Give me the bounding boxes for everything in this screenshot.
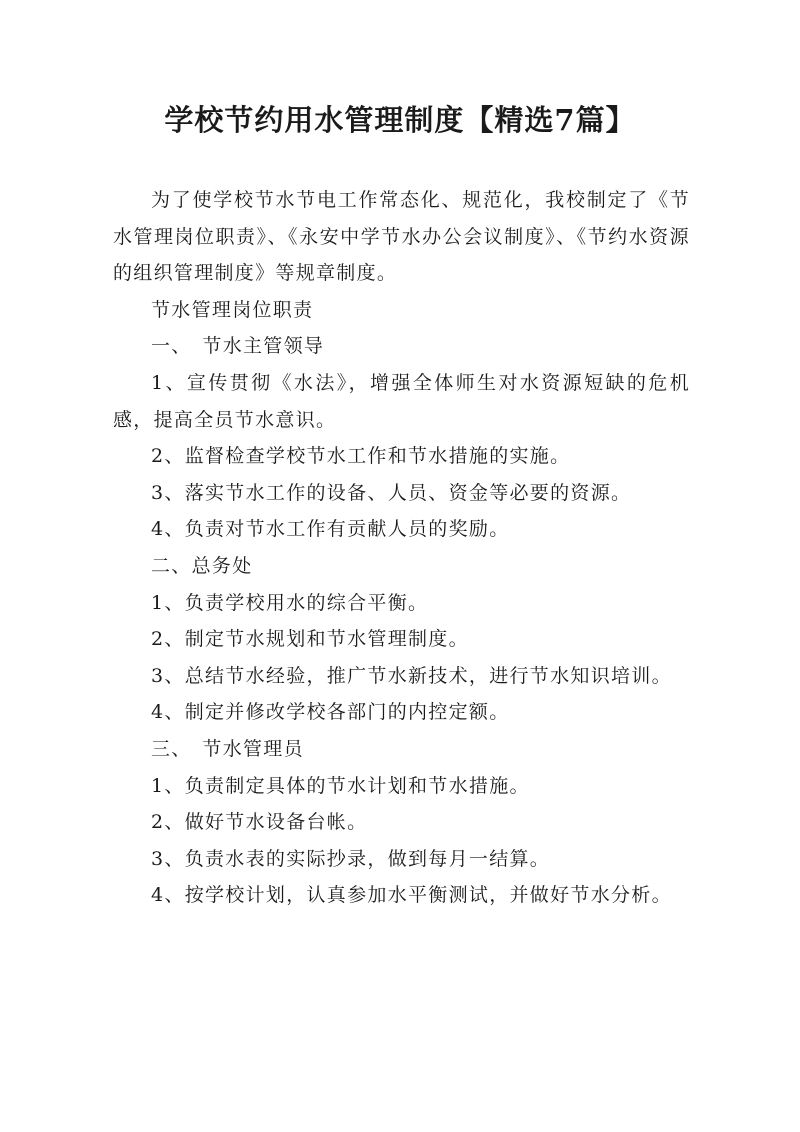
- list-item: 2、制定节水规划和节水管理制度。: [151, 628, 469, 651]
- list-item: 3、总结节水经验，推广节水新技术，进行节水知识培训。: [151, 664, 672, 687]
- list-item: 2、做好节水设备台帐。: [151, 811, 368, 834]
- subsection-heading-general-affairs: 二、总务处: [151, 554, 253, 577]
- list-item: 3、负责水表的实际抄录，做到每月一结算。: [151, 847, 551, 870]
- list-item: 1、负责学校用水的综合平衡。: [151, 591, 429, 614]
- subsection-heading-leader: 一、 节水主管领导: [151, 335, 325, 358]
- list-item: 4、制定并修改学校各部门的内控定额。: [151, 701, 510, 724]
- list-item: 2、监督检查学校节水工作和节水措施的实施。: [151, 445, 571, 468]
- subsection-heading-administrator: 三、 节水管理员: [151, 737, 304, 760]
- section-heading-duties: 节水管理岗位职责: [151, 298, 314, 321]
- list-item: 4、按学校计划，认真参加水平衡测试，并做好节水分析。: [151, 884, 672, 907]
- document-body: [113, 182, 690, 914]
- intro-paragraph: 为了使学校节水节电工作常态化、规范化，我校制定了《节水管理岗位职责》、《永安中学节水办公会议制度》、《节约水资源的组织管理制度》等规章制度。: [113, 189, 690, 285]
- list-item: 4、负责对节水工作有贡献人员的奖励。: [151, 518, 510, 541]
- list-item: 3、落实节水工作的设备、人员、资金等必要的资源。: [151, 481, 632, 504]
- list-item: 1、宣传贯彻《水法》，增强全体师生对水资源短缺的危机感，提高全员节水意识。: [113, 371, 690, 431]
- list-item: 1、负责制定具体的节水计划和节水措施。: [151, 774, 530, 797]
- document-title: 学校节约用水管理制度【精选7篇】: [164, 103, 636, 137]
